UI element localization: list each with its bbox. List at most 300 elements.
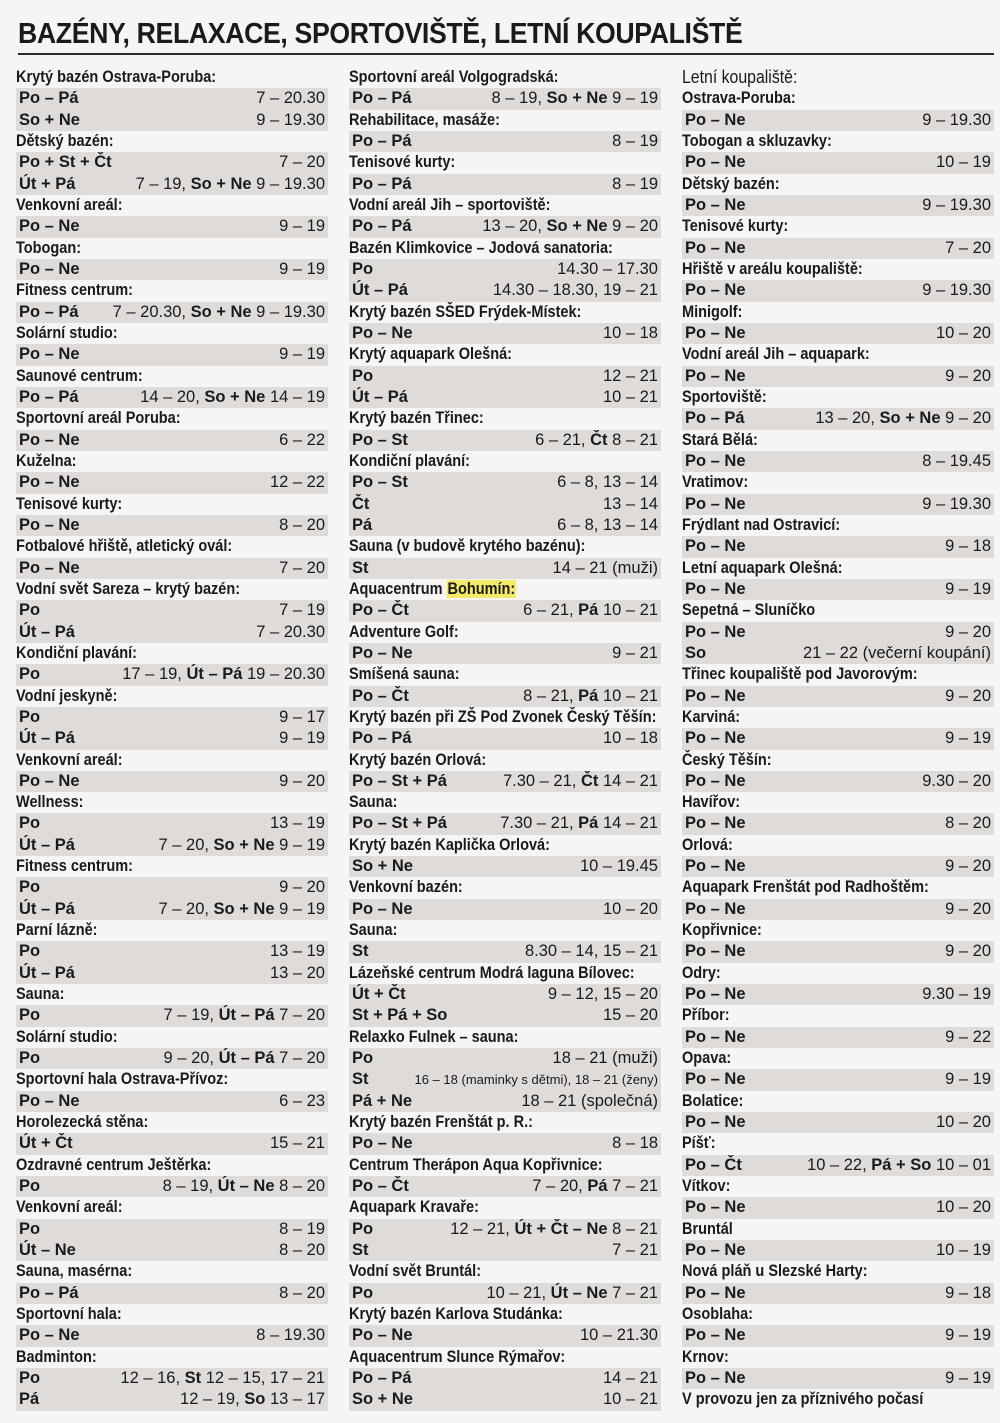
schedule-days: St (352, 942, 369, 961)
schedule-hours: 9 – 20 (279, 771, 325, 790)
venue-heading (682, 1304, 994, 1325)
schedule-days: Po – Ne (352, 323, 413, 342)
schedule-days: Po – Čt (685, 1155, 742, 1174)
schedule-hours: 8 – 18 (612, 1134, 658, 1153)
schedule-hours: 9 – 20 (945, 857, 991, 876)
venue-name: Český Těšín: (682, 750, 772, 769)
schedule-hours: 10 – 21 (602, 387, 658, 406)
venue-name: Stará Bělá: (682, 430, 758, 449)
schedule-row (682, 1155, 994, 1176)
schedule-days-inline: Pá (578, 814, 599, 833)
schedule-hours: 9 – 19.30 (922, 110, 991, 129)
schedule-hours: 8 – 19, Út – Ne 8 – 20 (162, 1177, 325, 1196)
venue-heading (349, 344, 661, 365)
venue-name: Kuželna: (16, 451, 77, 470)
schedule-hours: 8 – 19 (279, 1219, 325, 1238)
schedule-row (349, 1069, 661, 1090)
venue-heading (16, 984, 328, 1005)
venue-name: Sauna: (349, 921, 398, 940)
schedule-row (682, 323, 994, 344)
venue-heading (349, 707, 661, 728)
venue-heading (16, 1069, 328, 1090)
venue-heading (16, 451, 328, 472)
schedule-row (349, 813, 661, 834)
venue-heading (16, 323, 328, 344)
schedule-days: Po (352, 1219, 374, 1238)
venue-name: Krytý bazén Kaplička Orlová: (349, 835, 550, 854)
schedule-hours: 10 – 20 (935, 1198, 991, 1217)
venue-heading (349, 1155, 661, 1176)
schedule-row (349, 88, 661, 109)
venue-heading (349, 920, 661, 941)
schedule-hours: 17 – 19, Út – Pá 19 – 20.30 (122, 665, 325, 684)
schedule-row (16, 515, 328, 536)
venue-heading (349, 152, 661, 173)
schedule-days: Út + Pá (19, 174, 76, 193)
schedule-row (682, 899, 994, 920)
schedule-hours: 9 – 12, 15 – 20 (547, 985, 658, 1004)
schedule-days-inline: St (184, 1369, 202, 1388)
schedule-hours: 9 – 21 (612, 643, 658, 662)
schedule-days: Po – Ne (19, 1091, 80, 1110)
venue-heading (16, 1155, 328, 1176)
schedule-row (349, 323, 661, 344)
schedule-hours: 9 – 19 (945, 1369, 991, 1388)
venue-name: Aquapark Kravaře: (349, 1198, 479, 1217)
venue-name: Solární studio: (16, 1027, 118, 1046)
schedule-days: Po – Ne (19, 217, 80, 236)
venue-name: Karviná: (682, 707, 741, 726)
venue-name: Krytý bazén Třinec: (349, 409, 484, 428)
venue-heading (682, 174, 994, 195)
venue-heading (682, 1389, 994, 1410)
schedule-row (16, 216, 328, 237)
venue-name: Adventure Golf: (349, 622, 459, 641)
schedule-row (349, 1368, 661, 1389)
schedule-row (349, 1389, 661, 1410)
highlighted-text: Bohumín: (447, 579, 516, 598)
schedule-hours: 9.30 – 19 (922, 985, 991, 1004)
schedule-row (682, 984, 994, 1005)
schedule-row (16, 1219, 328, 1240)
schedule-row (682, 813, 994, 834)
venue-name: Kondiční plavání: (349, 451, 471, 470)
venue-heading (16, 920, 328, 941)
venue-name: Ozdravné centrum Ještěrka: (16, 1155, 212, 1174)
venue-heading (682, 1261, 994, 1282)
venue-heading (682, 1219, 994, 1240)
schedule-row (16, 707, 328, 728)
schedule-row (682, 686, 994, 707)
schedule-days: Po (19, 1219, 41, 1238)
schedule-hours: 6 – 8, 13 – 14 (557, 473, 658, 492)
schedule-hours: 6 – 23 (279, 1091, 325, 1110)
schedule-days: Po – Ne (685, 857, 746, 876)
schedule-days: Po – Pá (352, 217, 412, 236)
schedule-hours: 13 – 20, So + Ne 9 – 20 (482, 217, 658, 236)
venue-heading (16, 1304, 328, 1325)
schedule-hours: 10 – 21, Út – Ne 7 – 21 (486, 1283, 658, 1302)
schedule-days: So (685, 643, 707, 662)
venue-heading (16, 1197, 328, 1218)
venue-name: Sportovní areál Poruba: (16, 409, 181, 428)
schedule-hours: 10 – 22, Pá + So 10 – 01 (807, 1155, 991, 1174)
venue-name: Vodní areál Jih – sportoviště: (349, 195, 551, 214)
schedule-days-inline: Pá (587, 1177, 608, 1196)
schedule-hours: 7 – 21 (612, 1241, 658, 1260)
column-middle (349, 67, 661, 1411)
schedule-days: Po – Pá (19, 387, 79, 406)
venue-heading (682, 387, 994, 408)
venue-name: Relaxko Fulnek – sauna: (349, 1027, 519, 1046)
schedule-days: Po – Ne (685, 1369, 746, 1388)
schedule-hours: 8.30 – 14, 15 – 21 (524, 942, 658, 961)
schedule-days: Út – Pá (19, 729, 75, 748)
schedule-hours: 14 – 21 (602, 1369, 658, 1388)
schedule-days-inline: Pá (578, 686, 599, 705)
schedule-row (349, 984, 661, 1005)
venue-name: Sauna, masérna: (16, 1262, 133, 1281)
schedule-row (682, 1240, 994, 1261)
venue-name: Krytý bazén SŠED Frýdek-Místek: (349, 302, 582, 321)
schedule-hours: 7 – 20 (279, 558, 325, 577)
schedule-row (682, 1112, 994, 1133)
venue-name: Havířov: (682, 793, 741, 812)
schedule-days: Út – Pá (19, 963, 75, 982)
venue-name: Sportoviště: (682, 387, 767, 406)
schedule-days: Po – Ne (685, 323, 746, 342)
venue-name: Krytý bazén Karlova Studánka: (349, 1305, 563, 1324)
schedule-hours: 8 – 20 (945, 814, 991, 833)
schedule-hours: 13 – 19 (269, 942, 325, 961)
schedule-row (16, 302, 328, 323)
venue-heading (682, 430, 994, 451)
schedule-days: Út – Pá (19, 835, 75, 854)
schedule-days: Po – Čt (352, 1177, 409, 1196)
schedule-days: Po – Ne (352, 899, 413, 918)
schedule-hours: 7 – 19 (279, 601, 325, 620)
schedule-row (682, 1197, 994, 1218)
schedule-row (16, 941, 328, 962)
venue-name: Horolezecká stěna: (16, 1113, 149, 1132)
schedule-row (682, 152, 994, 173)
schedule-days: Po (352, 1283, 374, 1302)
schedule-days: Po – Pá (19, 89, 79, 108)
venue-heading (682, 131, 994, 152)
schedule-days: Po – Pá (19, 302, 79, 321)
schedule-days: Po – Ne (685, 622, 746, 641)
schedule-row (16, 387, 328, 408)
venue-heading (349, 536, 661, 557)
schedule-days: Po – Čt (352, 601, 409, 620)
schedule-hours: 14.30 – 17.30 (557, 259, 658, 278)
schedule-hours: 9 – 22 (945, 1027, 991, 1046)
venue-name: Opava: (682, 1049, 732, 1068)
schedule-days: Po – Ne (685, 281, 746, 300)
venue-heading (682, 515, 994, 536)
venue-heading (349, 750, 661, 771)
schedule-days: Út – Ne (19, 1241, 76, 1260)
schedule-hours: 8 – 19, So + Ne 9 – 19 (491, 89, 658, 108)
venue-name: Krytý bazén Frenštát p. R.: (349, 1113, 533, 1132)
schedule-hours: 7 – 20, Pá 7 – 21 (532, 1177, 658, 1196)
venue-name: Minigolf: (682, 302, 743, 321)
schedule-days: St (352, 1241, 369, 1260)
schedule-row (16, 1240, 328, 1261)
venue-name: Fotbalové hřiště, atletický ovál: (16, 537, 233, 556)
schedule-hours: 6 – 21, Pá 10 – 21 (523, 601, 658, 620)
venue-name: Sepetná – Sluníčko (682, 601, 816, 620)
schedule-hours: 8 – 20 (279, 1283, 325, 1302)
schedule-row (349, 366, 661, 387)
schedule-row (349, 1325, 661, 1346)
schedule-hours: 6 – 22 (279, 430, 325, 449)
schedule-row (682, 579, 994, 600)
schedule-row (349, 1048, 661, 1069)
schedule-days: Po – Ne (685, 366, 746, 385)
venue-heading (349, 1347, 661, 1368)
venue-heading (349, 1112, 661, 1133)
venue-name: Vratimov: (682, 473, 749, 492)
schedule-row (349, 430, 661, 451)
venue-heading (16, 1261, 328, 1282)
schedule-row (349, 771, 661, 792)
schedule-days: Po (19, 665, 41, 684)
schedule-days: St + Pá + So (352, 1006, 448, 1025)
venue-name: Aquapark Frenštát pod Radhoštěm: (682, 878, 929, 897)
venue-heading (349, 1027, 661, 1048)
schedule-days-inline: Út – Pá (186, 665, 243, 684)
schedule-hours: 7 – 20.30 (256, 89, 325, 108)
venue-heading (682, 750, 994, 771)
schedule-row (349, 686, 661, 707)
schedule-days-inline: So + Ne (879, 409, 941, 428)
schedule-days: Po – Pá (352, 131, 412, 150)
schedule-hours: 9 – 19 (945, 1070, 991, 1089)
schedule-row (349, 1005, 661, 1026)
schedule-days: Po (352, 1049, 374, 1068)
schedule-row (16, 963, 328, 984)
venue-name: Aquacentrum Bohumín: (349, 579, 516, 598)
venue-heading (16, 494, 328, 515)
schedule-days: Po – Ne (685, 686, 746, 705)
schedule-row (16, 1005, 328, 1026)
venue-name: Vodní svět Bruntál: (349, 1262, 482, 1281)
schedule-row (16, 174, 328, 195)
schedule-days: Po – Pá (352, 1369, 412, 1388)
schedule-days-inline: So + Ne (190, 174, 252, 193)
schedule-hours: 12 – 22 (269, 473, 325, 492)
venue-heading (349, 835, 661, 856)
schedule-days: Po – Ne (685, 771, 746, 790)
schedule-hours (415, 1069, 662, 1090)
schedule-hours: 14.30 – 18.30, 19 – 21 (492, 281, 658, 300)
schedule-hours: 9 – 18 (945, 537, 991, 556)
schedule-days: Po – Ne (19, 430, 80, 449)
venue-heading (349, 579, 661, 600)
schedule-days: Po (19, 878, 41, 897)
schedule-hours: 9.30 – 20 (922, 771, 991, 790)
schedule-days: Po – Ne (685, 1113, 746, 1132)
schedule-hours: 9 – 19 (279, 217, 325, 236)
schedule-row (349, 1283, 661, 1304)
schedule-row (682, 451, 994, 472)
schedule-hours: 7 – 20, So + Ne 9 – 19 (158, 835, 325, 854)
title-rule (18, 53, 994, 55)
venue-name: Kopřivnice: (682, 921, 762, 940)
schedule-days: Po – Ne (685, 153, 746, 172)
venue-heading (682, 1347, 994, 1368)
schedule-days: Po – Pá (352, 89, 412, 108)
schedule-row (682, 280, 994, 301)
schedule-days: Po – St (352, 430, 408, 449)
schedule-hours: 7.30 – 21, Čt 14 – 21 (502, 771, 658, 790)
schedule-days: Po (19, 1006, 41, 1025)
venue-name: Sauna: (349, 793, 398, 812)
schedule-hours: 9 – 18 (945, 1283, 991, 1302)
schedule-days: Po – Ne (685, 729, 746, 748)
schedule-row (682, 941, 994, 962)
schedule-hours: 9 – 19 (945, 579, 991, 598)
schedule-row (349, 728, 661, 749)
schedule-days: Po (19, 942, 41, 961)
schedule-hours: 10 – 19.45 (580, 857, 658, 876)
venue-heading (349, 1197, 661, 1218)
schedule-hours: 9 – 19 (945, 1326, 991, 1345)
venue-heading (349, 622, 661, 643)
schedule-days: Po – St + Pá (352, 771, 447, 790)
schedule-days: Po – Ne (685, 1198, 746, 1217)
schedule-hours: 9 – 20, Út – Pá 7 – 20 (163, 1049, 325, 1068)
schedule-hours: 12 – 19, So 13 – 17 (180, 1390, 325, 1409)
venue-heading (16, 856, 328, 877)
schedule-hours: 8 – 19.30 (256, 1326, 325, 1345)
schedule-days-inline: Út – Ne (217, 1177, 275, 1196)
schedule-days: Út – Pá (352, 281, 408, 300)
venue-heading (16, 1027, 328, 1048)
schedule-days: Pá + Ne (352, 1091, 413, 1110)
schedule-hours: 8 – 20 (279, 515, 325, 534)
schedule-row (682, 366, 994, 387)
venue-name: Aquacentrum Slunce Rýmařov: (349, 1347, 566, 1366)
schedule-hours: 6 – 21, Čt 8 – 21 (535, 430, 658, 449)
venue-name: Tenisové kurty: (16, 494, 123, 513)
venue-name: Vítkov: (682, 1177, 731, 1196)
schedule-row (682, 1368, 994, 1389)
schedule-days: Po – Ne (19, 473, 80, 492)
venue-heading (682, 259, 994, 280)
venue-heading (682, 88, 994, 109)
schedule-hours: 9 – 20 (945, 686, 991, 705)
schedule-days: Po + St + Čt (19, 153, 112, 172)
venue-name: Tenisové kurty: (682, 217, 789, 236)
venue-name: Parní lázně: (16, 921, 98, 940)
schedule-hours: 12 – 21, Út + Čt – Ne 8 – 21 (450, 1219, 658, 1238)
venue-name: Letní aquapark Olešná: (682, 558, 843, 577)
venue-name: Píšť: (682, 1134, 716, 1153)
schedule-row (349, 856, 661, 877)
venue-heading (349, 792, 661, 813)
schedule-hours: 13 – 14 (602, 494, 658, 513)
schedule-row (16, 877, 328, 898)
schedule-row (682, 536, 994, 557)
column-right (682, 67, 994, 1411)
venue-heading (16, 536, 328, 557)
schedule-row (349, 941, 661, 962)
schedule-row (349, 1240, 661, 1261)
schedule-days: So + Ne (352, 1390, 413, 1409)
schedule-hours: 7 – 19, Út – Pá 7 – 20 (163, 1006, 325, 1025)
schedule-hours: 9 – 19.30 (922, 195, 991, 214)
venue-name: Tobogan a skluzavky: (682, 131, 832, 150)
schedule-days: Po – Pá (352, 174, 412, 193)
schedule-row (349, 600, 661, 621)
schedule-hours: 7.30 – 21, Pá 14 – 21 (500, 814, 658, 833)
venue-heading (16, 131, 328, 152)
schedule-days: Po (352, 259, 374, 278)
venue-name: Venkovní areál: (16, 195, 123, 214)
schedule-days: Po – Ne (685, 1326, 746, 1345)
venue-heading (682, 1048, 994, 1069)
schedule-row (16, 1133, 328, 1154)
schedule-days: Po – Ne (685, 195, 746, 214)
schedule-row (16, 600, 328, 621)
venue-heading (16, 686, 328, 707)
venue-heading (349, 110, 661, 131)
schedule-row (682, 1027, 994, 1048)
schedule-row (349, 131, 661, 152)
schedule-hours: 13 – 20 (269, 963, 325, 982)
schedule-row (682, 1283, 994, 1304)
schedule-days-inline: Čt (590, 430, 608, 449)
venue-name: Venkovní areál: (16, 1198, 123, 1217)
venue-name: Bolatice: (682, 1091, 744, 1110)
schedule-days: Po – Ne (685, 814, 746, 833)
schedule-hours: 7 – 20.30 (256, 622, 325, 641)
schedule-hours: 9 – 19.30 (256, 110, 325, 129)
schedule-row (349, 280, 661, 301)
schedule-hours: 14 – 21 (muži) (552, 558, 658, 577)
venue-name: Fitness centrum: (16, 281, 133, 300)
schedule-hours: 10 – 18 (602, 323, 658, 342)
venue-heading (16, 366, 328, 387)
schedule-days-inline: Út – Pá (218, 1049, 275, 1068)
venue-heading (349, 664, 661, 685)
schedule-days-inline: Pá (578, 601, 599, 620)
schedule-hours: 9 – 19 (945, 729, 991, 748)
venue-heading (682, 1176, 994, 1197)
schedule-hours: 7 – 19, So + Ne 9 – 19.30 (135, 174, 325, 193)
schedule-days: Po (19, 814, 41, 833)
schedule-hours: 8 – 19 (612, 174, 658, 193)
schedule-row (16, 1176, 328, 1197)
venue-heading (682, 302, 994, 323)
schedule-hours: 9 – 19.30 (922, 281, 991, 300)
schedule-hours: 14 – 20, So + Ne 14 – 19 (140, 387, 325, 406)
schedule-row (349, 515, 661, 536)
schedule-hours: 9 – 20 (945, 899, 991, 918)
venue-heading (682, 1091, 994, 1112)
schedule-hours: 10 – 19 (935, 1241, 991, 1260)
venue-name: Hřiště v areálu koupaliště: (682, 259, 863, 278)
schedule-row (349, 174, 661, 195)
page-title: BAZÉNY, RELAXACE, SPORTOVIŠTĚ, LETNÍ KOUPALIŠTĚ (18, 18, 743, 50)
schedule-row (16, 1368, 328, 1389)
schedule-hours: 12 – 16, St 12 – 15, 17 – 21 (120, 1369, 325, 1388)
schedule-days-inline: So + Ne (204, 387, 266, 406)
venue-name: Badminton: (16, 1347, 97, 1366)
venue-heading (349, 195, 661, 216)
